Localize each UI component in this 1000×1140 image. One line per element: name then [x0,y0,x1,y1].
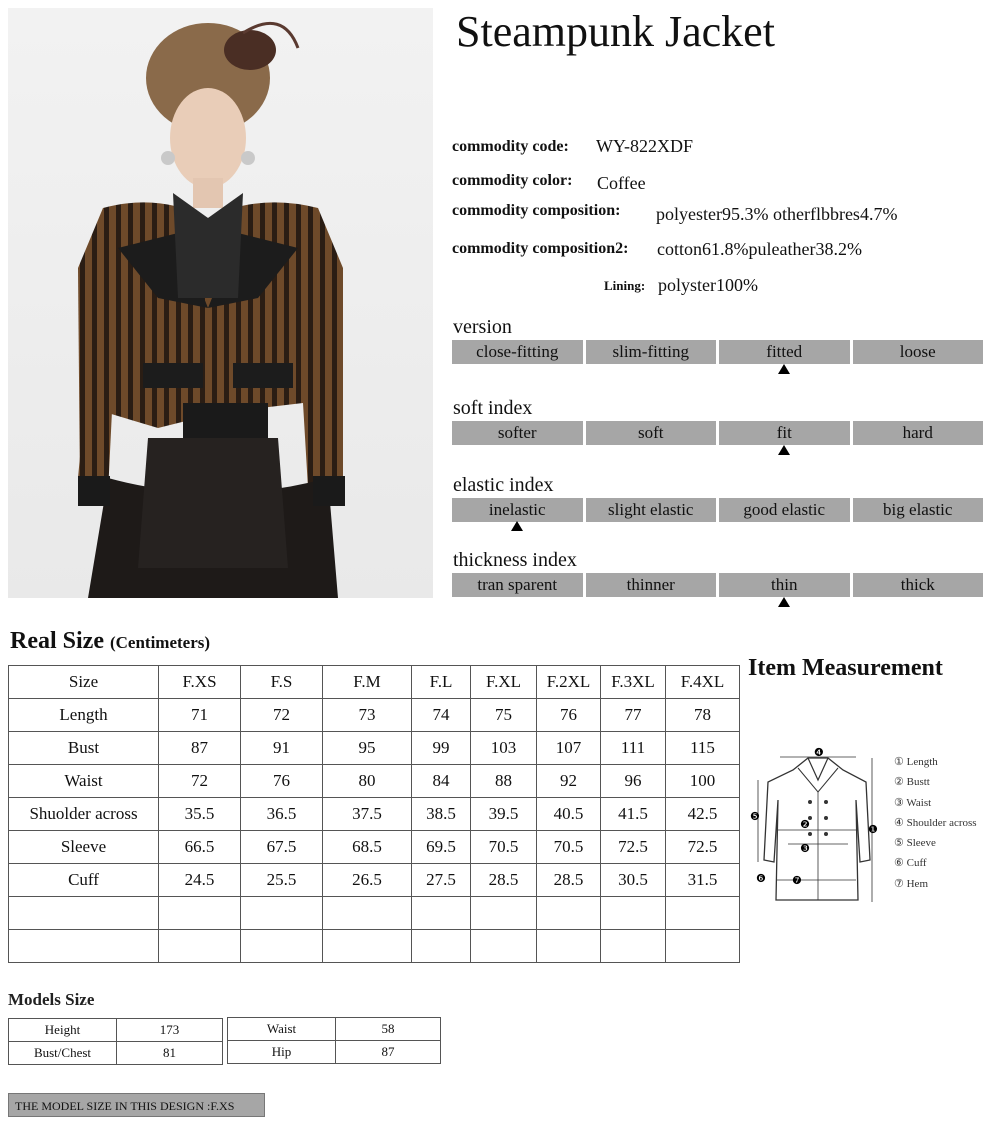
size-value-cell: 87 [159,732,241,765]
info-composition2-label: commodity composition2: [452,240,629,257]
size-value-cell [323,930,412,963]
size-row-label [9,897,159,930]
model-bust-label: Bust/Chest [9,1042,117,1065]
info-lining-label: Lining: [604,278,646,293]
version-option: close-fitting [452,340,583,364]
size-row-label [9,930,159,963]
models-size-table-right [227,1017,441,1064]
size-value-cell: 70.5 [537,831,601,864]
version-option: loose [853,340,984,364]
size-value-cell: 84 [412,765,471,798]
info-lining-value: polyster100% [658,275,758,295]
soft-index-option: fit [719,421,850,445]
marker-cuff: ❻ [756,872,766,885]
model-height-label: Height [9,1019,117,1042]
size-value-cell: 74 [412,699,471,732]
size-value-cell: 75 [471,699,537,732]
size-header-cell: F.XS [159,666,241,699]
size-value-cell [601,897,666,930]
soft-index-scale [452,421,983,445]
thickness-index-scale [452,573,983,597]
size-value-cell [537,930,601,963]
size-value-cell: 91 [241,732,323,765]
version-title: version [453,316,512,338]
size-value-cell: 35.5 [159,798,241,831]
size-value-cell: 37.5 [323,798,412,831]
size-row-label: Waist [9,765,159,798]
model-size-note: THE MODEL SIZE IN THIS DESIGN :F.XS [8,1093,265,1117]
soft-index-selected-marker [778,445,790,455]
real-size-title [10,628,210,655]
size-header-cell: F.4XL [666,666,740,699]
size-value-cell: 77 [601,699,666,732]
size-value-cell: 72.5 [666,831,740,864]
legend-item: ③ Waist [894,796,932,809]
thickness-index-option: thick [853,573,984,597]
model-hip-label: Hip [228,1041,336,1064]
size-value-cell: 68.5 [323,831,412,864]
elastic-index-title: elastic index [453,474,554,496]
size-table-row [9,831,740,864]
size-value-cell [666,897,740,930]
marker-shoulder: ❹ [814,746,824,759]
size-row-label: Length [9,699,159,732]
size-value-cell [159,930,241,963]
size-value-cell [412,897,471,930]
size-value-cell: 36.5 [241,798,323,831]
size-value-cell: 99 [412,732,471,765]
model-bust-value: 81 [117,1042,223,1065]
size-value-cell: 71 [159,699,241,732]
size-value-cell: 69.5 [412,831,471,864]
size-value-cell: 41.5 [601,798,666,831]
size-value-cell: 73 [323,699,412,732]
size-header-row [9,666,740,699]
size-value-cell [159,897,241,930]
size-value-cell: 28.5 [537,864,601,897]
size-value-cell [412,930,471,963]
size-value-cell [471,930,537,963]
info-code-label: commodity code: [452,138,569,155]
elastic-index-selected-marker [511,521,523,531]
size-row-label: Cuff [9,864,159,897]
soft-index-option: softer [452,421,583,445]
thickness-index-title: thickness index [453,549,577,571]
size-header-cell: F.XL [471,666,537,699]
size-value-cell: 80 [323,765,412,798]
model-waist-label: Waist [228,1018,336,1041]
size-value-cell: 40.5 [537,798,601,831]
models-size-table-left [8,1018,223,1065]
size-value-cell: 78 [666,699,740,732]
real-size-unit: (Centimeters) [109,633,211,652]
soft-index-option: hard [853,421,984,445]
product-title: Steampunk Jacket [456,7,775,56]
models-size-title: Models Size [8,990,95,1009]
info-color-value: Coffee [597,173,646,193]
elastic-index-option: slight elastic [586,498,717,522]
elastic-index-option: good elastic [719,498,850,522]
size-row-label: Sleeve [9,831,159,864]
soft-index-option: soft [586,421,717,445]
info-code-value: WY-822XDF [596,136,693,156]
marker-bust: ❷ [800,818,810,831]
size-value-cell: 24.5 [159,864,241,897]
size-value-cell: 30.5 [601,864,666,897]
soft-index-title: soft index [453,397,533,419]
size-header-cell: F.S [241,666,323,699]
size-value-cell [666,930,740,963]
real-size-table [8,665,740,963]
size-value-cell: 42.5 [666,798,740,831]
size-value-cell: 95 [323,732,412,765]
model-height-value: 173 [117,1019,223,1042]
legend-item: ② Bustt [894,776,930,789]
size-value-cell: 100 [666,765,740,798]
thickness-index-selected-marker [778,597,790,607]
size-value-cell: 76 [537,699,601,732]
size-value-cell: 66.5 [159,831,241,864]
real-size-heading: Real Size [10,628,104,654]
info-composition-label: commodity composition: [452,202,621,219]
size-value-cell: 38.5 [412,798,471,831]
legend-item: ⑦ Hem [894,877,928,890]
size-value-cell: 96 [601,765,666,798]
model-hip-value: 87 [336,1041,441,1064]
size-value-cell [241,930,323,963]
size-row-label: Shuolder across [9,798,159,831]
size-value-cell: 107 [537,732,601,765]
elastic-index-option: inelastic [452,498,583,522]
size-value-cell [601,930,666,963]
info-color-label: commodity color: [452,172,573,189]
size-table-row [9,930,740,963]
size-table-row [9,864,740,897]
size-value-cell: 39.5 [471,798,537,831]
size-header-cell: F.2XL [537,666,601,699]
marker-length: ❶ [868,823,878,836]
size-value-cell [323,897,412,930]
jacket-measurement-diagram [748,740,888,925]
size-value-cell: 70.5 [471,831,537,864]
elastic-index-option: big elastic [853,498,984,522]
size-value-cell: 76 [241,765,323,798]
size-header-cell: F.3XL [601,666,666,699]
size-value-cell: 103 [471,732,537,765]
size-value-cell: 31.5 [666,864,740,897]
item-measurement-title: Item Measurement [748,655,943,681]
size-value-cell: 72.5 [601,831,666,864]
marker-sleeve: ❺ [750,810,760,823]
legend-item: ⑤ Sleeve [894,837,936,850]
legend-item: ⑥ Cuff [894,857,927,870]
thickness-index-option: thin [719,573,850,597]
legend-item: ① Length [894,756,938,768]
size-value-cell: 67.5 [241,831,323,864]
size-table-row [9,699,740,732]
size-value-cell: 27.5 [412,864,471,897]
size-value-cell: 72 [159,765,241,798]
version-scale [452,340,983,364]
marker-hem: ❼ [792,874,802,887]
size-value-cell [471,897,537,930]
model-waist-value: 58 [336,1018,441,1041]
size-header-cell: Size [9,666,159,699]
version-option: fitted [719,340,850,364]
size-table-row [9,798,740,831]
version-option: slim-fitting [586,340,717,364]
size-value-cell: 88 [471,765,537,798]
size-value-cell: 115 [666,732,740,765]
size-value-cell: 28.5 [471,864,537,897]
thickness-index-option: tran sparent [452,573,583,597]
version-selected-marker [778,364,790,374]
marker-waist: ❸ [800,842,810,855]
size-table-row [9,765,740,798]
size-table-row [9,732,740,765]
product-photo [8,8,433,598]
size-header-cell: F.L [412,666,471,699]
size-header-cell: F.M [323,666,412,699]
size-value-cell: 111 [601,732,666,765]
size-value-cell: 92 [537,765,601,798]
size-value-cell [241,897,323,930]
size-value-cell: 25.5 [241,864,323,897]
legend-item: ④ Shoulder across [894,816,977,829]
size-value-cell [537,897,601,930]
size-value-cell: 26.5 [323,864,412,897]
measurement-legend [894,752,977,894]
thickness-index-option: thinner [586,573,717,597]
elastic-index-scale [452,498,983,522]
size-table-row [9,897,740,930]
size-row-label: Bust [9,732,159,765]
size-value-cell: 72 [241,699,323,732]
info-composition2-value: cotton61.8%puleather38.2% [657,239,862,259]
info-composition-value: polyester95.3% otherflbbres4.7% [656,204,898,224]
